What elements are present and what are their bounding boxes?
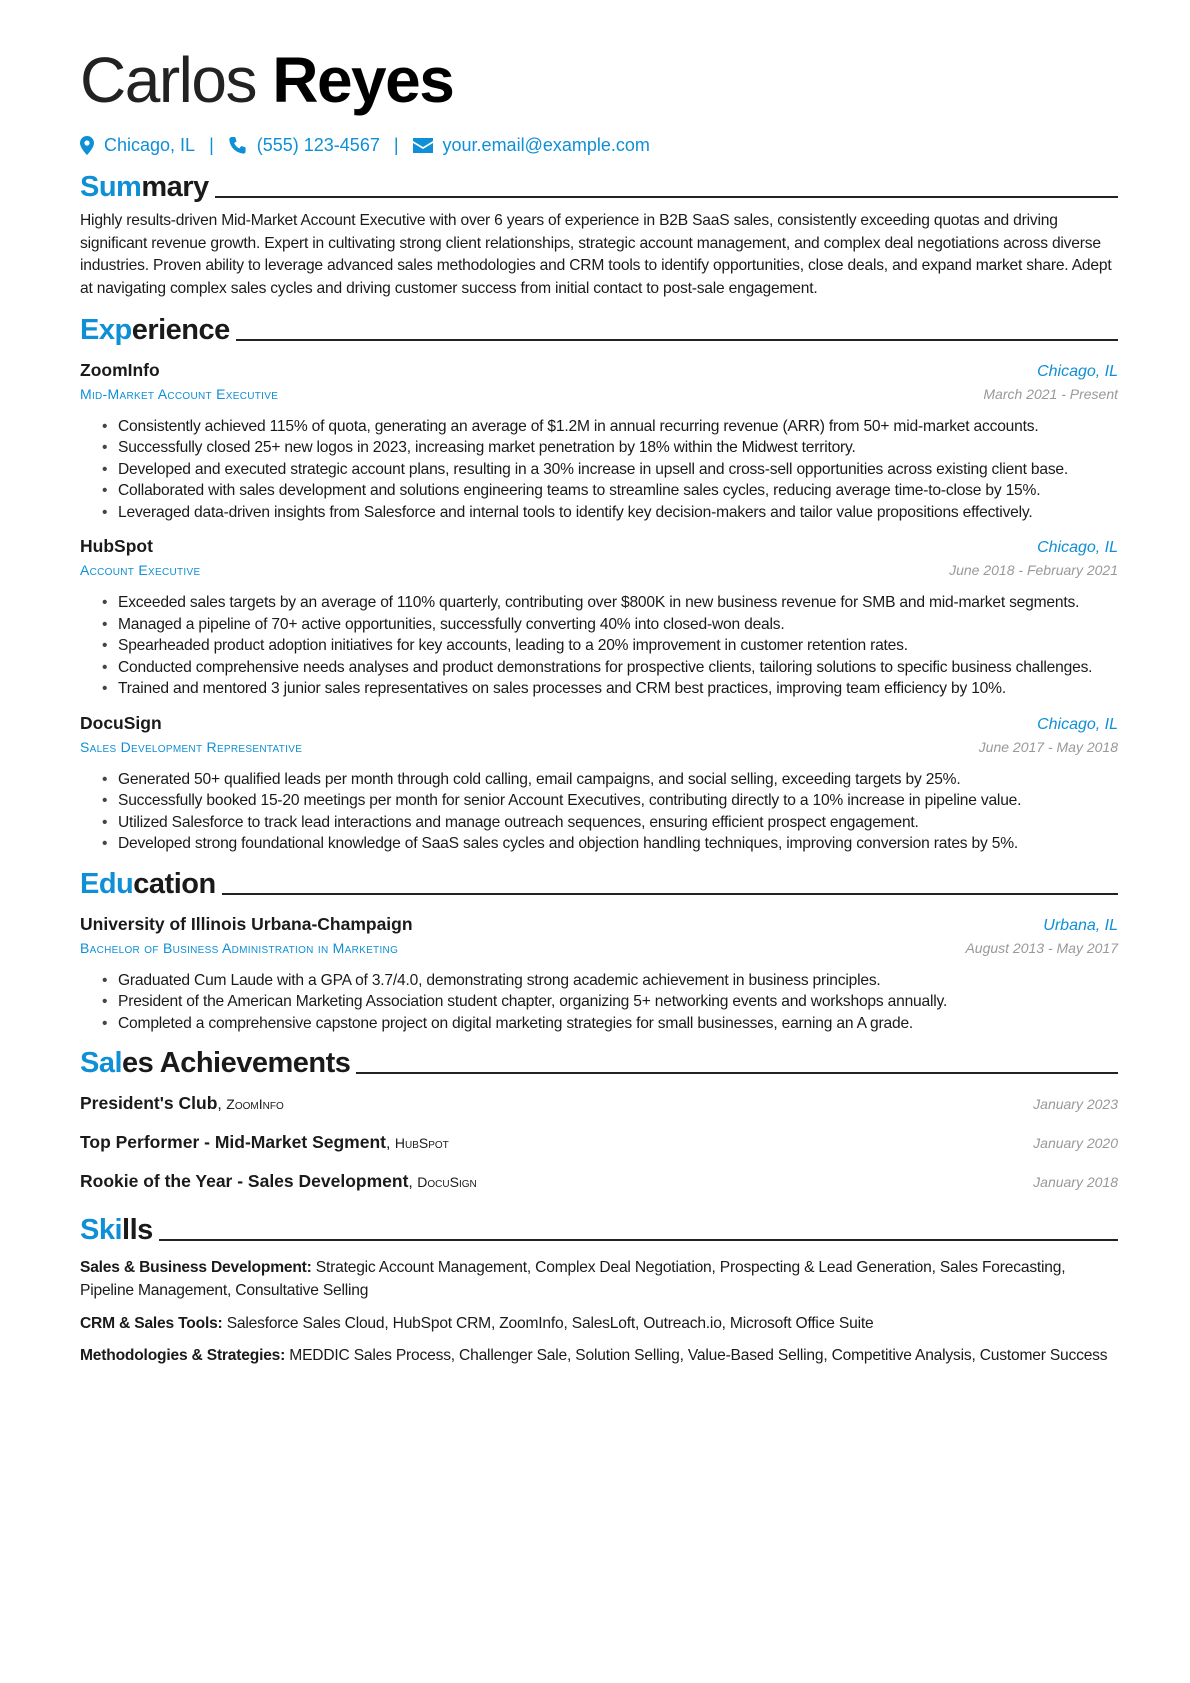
heading-accent: Sum <box>80 171 142 203</box>
organization-name: University of Illinois Urbana-Champaign <box>80 913 413 934</box>
achievement-title: Rookie of the Year - Sales Development <box>80 1171 409 1192</box>
bullet-item: • Collaborated with sales development and solutions engineering teams to streamline sales cycles, reducing average time-to-close by 15%. <box>118 481 1118 502</box>
bullet-item: • Completed a comprehensive capstone project on digital marketing strategies for small businesses, earning an A grade. <box>118 1014 1118 1035</box>
achievement-title: Top Performer - Mid-Market Segment <box>80 1132 386 1153</box>
envelope-icon <box>413 138 433 153</box>
achievement-org: DocuSign <box>417 1174 477 1191</box>
skill-category: CRM & Sales Tools: <box>80 1314 223 1332</box>
experience-list <box>80 357 1118 855</box>
heading-rule <box>356 1072 1118 1074</box>
achievement-date: January 2018 <box>1033 1174 1118 1191</box>
achievement-org: ZoomInfo <box>226 1096 284 1113</box>
achievement-label <box>80 1084 284 1124</box>
achievement-label <box>80 1162 477 1202</box>
section-heading-skills <box>80 1211 1118 1247</box>
heading-rest: lls <box>122 1214 153 1247</box>
bullet-item: • Consistently achieved 115% of quota, generating an average of $1.2M in annual recurring revenue (ARR) from 50+ mid-market accounts. <box>118 417 1118 438</box>
entry-subheader <box>80 736 1118 758</box>
role-title: Sales Development Representative <box>80 738 303 755</box>
entry-experience <box>80 533 1118 700</box>
section-heading-achievements <box>80 1044 1118 1080</box>
skills-list <box>80 1257 1118 1368</box>
bullet-item: • Generated 50+ qualified leads per month through cold calling, email campaigns, and social selling, exceeding targets by 25%. <box>118 770 1118 791</box>
bullet-item: • Developed strong foundational knowledge of SaaS sales cycles and objection handling techniques, improving conversion rates by 5%. <box>118 834 1118 855</box>
organization-name: DocuSign <box>80 712 162 733</box>
achievement-item <box>80 1123 1118 1162</box>
separator: | <box>393 134 399 155</box>
bullet-list <box>80 971 1118 1035</box>
achievement-date: January 2020 <box>1033 1135 1118 1152</box>
achievement-date: January 2023 <box>1033 1096 1118 1113</box>
bullet-item: • President of the American Marketing Association student chapter, organizing 5+ networking events and workshops annually. <box>118 992 1118 1013</box>
role-title: Bachelor of Business Administration in Marketing <box>80 939 399 956</box>
bullet-item: • Exceeded sales targets by an average of 110% quarterly, contributing over $800K in new business revenue for SMB and mid-market segments. <box>118 593 1118 614</box>
skill-group <box>80 1345 1118 1368</box>
entry-education <box>80 911 1118 1035</box>
organization-name: ZoomInfo <box>80 359 160 380</box>
bullet-item: • Managed a pipeline of 70+ active opportunities, successfully converting 40% into closed-won deals. <box>118 615 1118 636</box>
candidate-name <box>80 40 1118 120</box>
comma: , <box>385 1135 395 1153</box>
entry-experience <box>80 710 1118 855</box>
bullet-list <box>80 417 1118 524</box>
bullet-item: • Conducted comprehensive needs analyses and product demonstrations for prospective clients, tailoring solutions to specific business challenges. <box>118 658 1118 679</box>
entry-location: Urbana, IL <box>1043 916 1118 934</box>
bullet-list <box>80 770 1118 855</box>
contact-phone[interactable] <box>228 135 380 156</box>
bullet-list <box>80 593 1118 700</box>
bullet-item: • Graduated Cum Laude with a GPA of 3.7/4.0, demonstrating strong academic achievement in business principles. <box>118 971 1118 992</box>
achievement-title: President's Club <box>80 1093 218 1114</box>
heading-accent: Ski <box>80 1214 123 1247</box>
achievement-org: HubSpot <box>394 1135 449 1152</box>
contact-email[interactable] <box>413 135 650 156</box>
entry-header <box>80 710 1118 736</box>
heading-accent: Edu <box>80 867 134 900</box>
bullet-item: • Successfully closed 25+ new logos in 2023, increasing market penetration by 18% within the Midwest territory. <box>118 438 1118 459</box>
email-link[interactable]: your.email@example.com <box>442 134 650 155</box>
entry-subheader <box>80 383 1118 405</box>
bullet-item: • Trained and mentored 3 junior sales representatives on sales processes and CRM best practices, improving team efficiency by 10%. <box>118 679 1118 700</box>
entry-header <box>80 533 1118 559</box>
entry-dates: August 2013 - May 2017 <box>965 939 1118 956</box>
comma: , <box>217 1096 227 1114</box>
entry-dates: June 2017 - May 2018 <box>978 738 1118 755</box>
skill-category: Sales & Business Development: <box>80 1259 312 1277</box>
bullet-item: • Leveraged data-driven insights from Salesforce and internal tools to identify key decision-makers and tailor value propositions effectively. <box>118 503 1118 524</box>
contact-location <box>80 135 195 156</box>
achievement-item <box>80 1162 1118 1201</box>
skill-group <box>80 1313 1118 1336</box>
entry-location: Chicago, IL <box>1037 362 1118 380</box>
heading-rest: cation <box>133 867 216 900</box>
section-heading-education <box>80 865 1118 901</box>
heading-rule <box>215 196 1118 198</box>
heading-rule <box>222 893 1118 895</box>
entry-subheader <box>80 937 1118 959</box>
separator: | <box>209 134 214 155</box>
bullet-item: • Developed and executed strategic account plans, resulting in a 30% increase in upsell and cross-sell opportunities across existing client base. <box>118 460 1118 481</box>
heading-rest: es Achievements <box>122 1047 351 1080</box>
phone-text[interactable]: (555) 123-4567 <box>256 134 380 155</box>
map-pin-icon <box>80 136 94 155</box>
phone-icon <box>228 136 247 155</box>
achievement-label <box>80 1123 449 1163</box>
entry-subheader <box>80 559 1118 581</box>
entry-location: Chicago, IL <box>1037 715 1118 733</box>
first-name: Carlos <box>80 44 256 116</box>
bullet-item: • Successfully booked 15-20 meetings per month for senior Account Executives, contributing directly to a 10% increase in pipeline value. <box>118 791 1118 812</box>
comma: , <box>408 1174 418 1192</box>
section-heading-summary <box>80 168 1118 204</box>
section-heading-experience <box>80 311 1118 347</box>
role-title: Account Executive <box>80 562 201 579</box>
last-name: Reyes <box>272 44 454 116</box>
location-text: Chicago, IL <box>104 134 196 155</box>
heading-rule <box>159 1239 1118 1241</box>
summary-text: Highly results-driven Mid-Market Account Executive with over 6 years of experience in B2B SaaS sales, consistently exceeding quotas and driving significant revenue growth. Expert in cultivating strong client relationships, strategic account management, and complex deal negotiations across diverse industries. Proven ability to leverage advanced sales methodologies and CRM tools to identify opportunities, close deals, and expand market share. Adept at navigating complex sales cycles and driving customer success from initial contact to post-sale engagement. <box>80 212 1112 298</box>
heading-rest: mary <box>141 171 209 203</box>
achievements-list <box>80 1084 1118 1201</box>
role-title: Mid-Market Account Executive <box>80 385 279 402</box>
bullet-item: • Utilized Salesforce to track lead interactions and manage outreach sequences, ensuring efficient prospect engagement. <box>118 813 1118 834</box>
skill-category: Methodologies & Strategies: <box>80 1347 286 1365</box>
entry-location: Chicago, IL <box>1037 539 1118 557</box>
skill-values: Salesforce Sales Cloud, HubSpot CRM, ZoomInfo, SalesLoft, Outreach.io, Microsoft Office Suite <box>226 1314 874 1332</box>
heading-accent: Exp <box>80 313 132 346</box>
skill-group <box>80 1257 1118 1302</box>
education-list <box>80 911 1118 1035</box>
entry-dates: June 2018 - February 2021 <box>949 562 1118 579</box>
heading-rest: erience <box>131 313 230 346</box>
contact-line <box>80 132 1118 158</box>
skill-values: MEDDIC Sales Process, Challenger Sale, Solution Selling, Value-Based Selling, Competitive Analysis, Customer Success <box>289 1347 1108 1365</box>
achievement-item <box>80 1084 1118 1123</box>
heading-accent: Sal <box>80 1047 123 1080</box>
entry-dates: March 2021 - Present <box>983 385 1118 402</box>
entry-experience <box>80 357 1118 524</box>
heading-rule <box>236 339 1118 341</box>
bullet-item: • Spearheaded product adoption initiatives for key accounts, leading to a 20% improvement in customer retention rates. <box>118 636 1118 657</box>
entry-header <box>80 911 1118 937</box>
organization-name: HubSpot <box>80 536 153 557</box>
skill-values: Strategic Account Management, Complex Deal Negotiation, Prospecting & Lead Generation, Sales Forecasting, Pipeline Management, Consultative Selling <box>80 1259 1066 1300</box>
entry-header <box>80 357 1118 383</box>
